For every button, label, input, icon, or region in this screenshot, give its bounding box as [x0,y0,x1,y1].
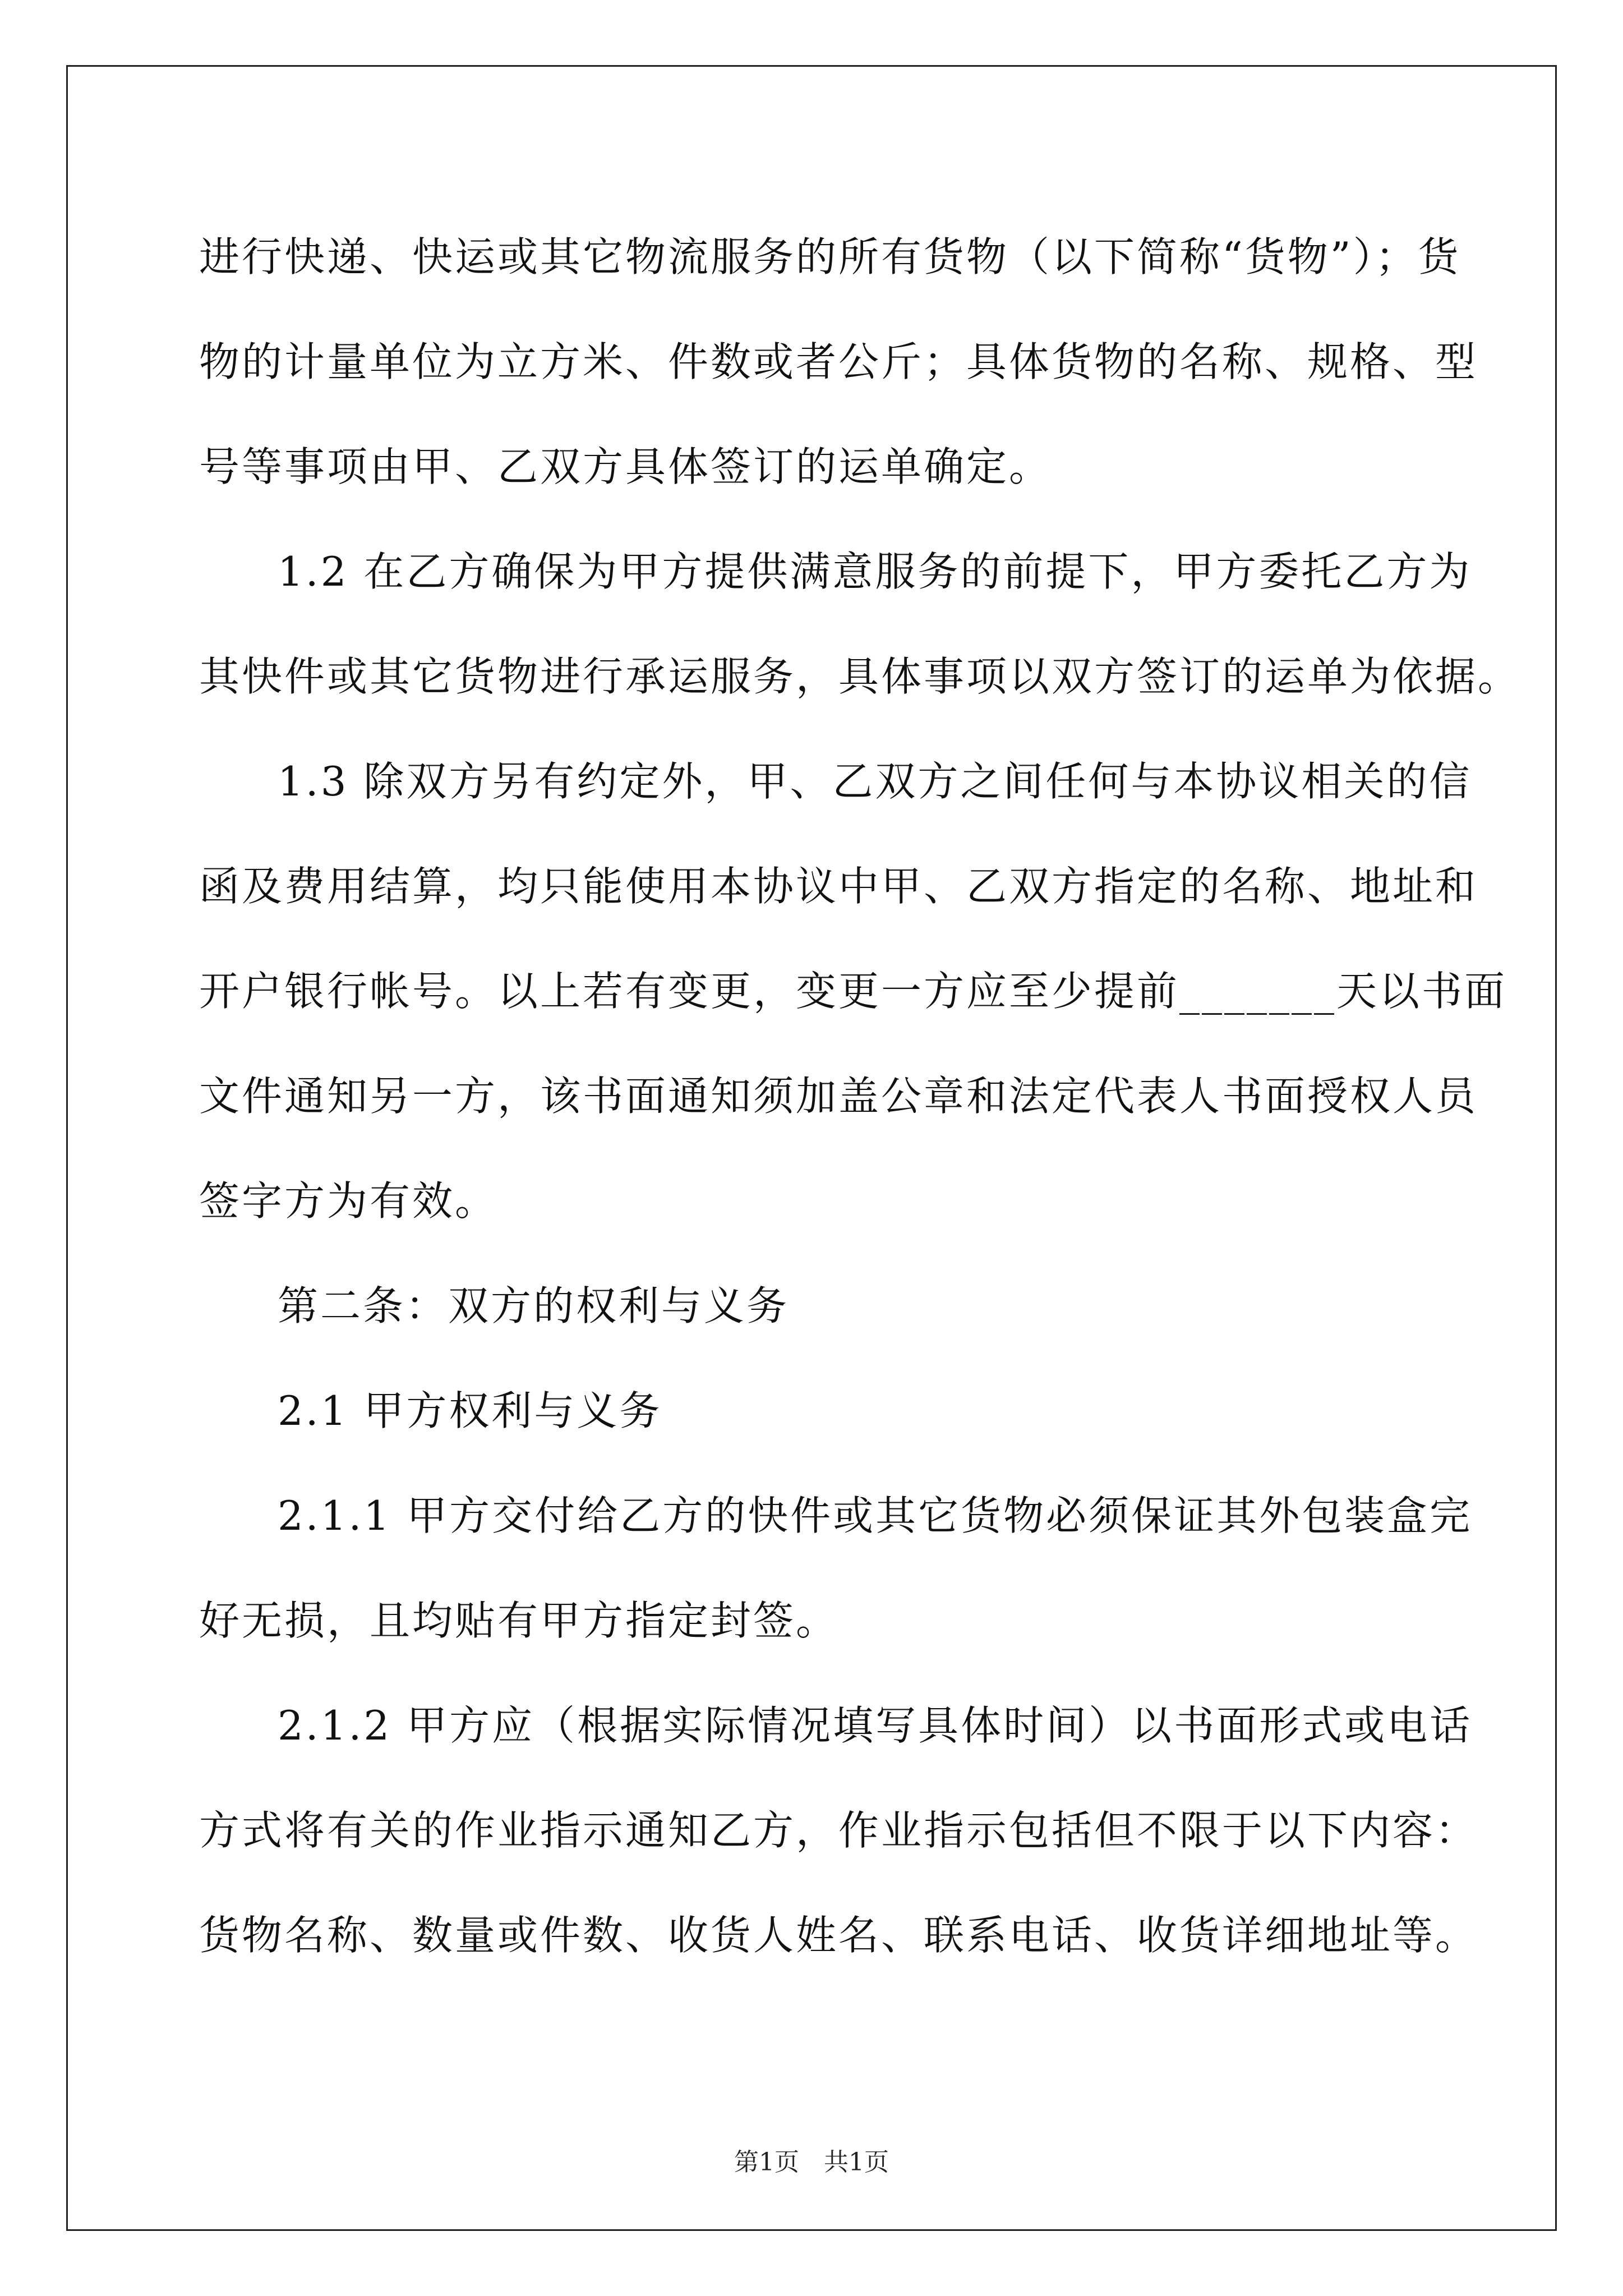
text-line: 签字方为有效。 [199,1177,498,1225]
paragraph-start: 2.1.2 甲方应（根据实际情况填写具体时间）以书面形式或电话 [278,1702,1473,1749]
paragraph-start: 1.3 除双方另有约定外，甲、乙双方之间任何与本协议相关的信 [278,758,1472,805]
document-body [199,205,1521,1988]
text-line: 进行快递、快运或其它物流服务的所有货物（以下简称“货物”）；货 [199,233,1461,280]
text-line: 方式将有关的作业指示通知乙方，作业指示包括但不限于以下内容： [199,1807,1478,1854]
section-heading: 第二条：双方的权利与义务 [278,1282,790,1329]
text-line: 物的计量单位为立方米、件数或者公斤；具体货物的名称、规格、型 [199,338,1478,385]
subsection-heading: 2.1 甲方权利与义务 [278,1387,662,1434]
text-line: 函及费用结算，均只能使用本协议中甲、乙双方指定的名称、地址和 [199,863,1478,910]
text-line: 号等事项由甲、乙双方具体签订的运单确定。 [199,443,1052,490]
text-line: 文件通知另一方，该书面通知须加盖公章和法定代表人书面授权人员 [199,1073,1478,1120]
text-line: 其快件或其它货物进行承运服务，具体事项以双方签订的运单为依据。 [199,653,1521,700]
text-line: 好无损，且均贴有甲方指定封签。 [199,1597,839,1644]
text-line: 开户银行帐号。以上若有变更，变更一方应至少提前_______天以书面 [199,968,1507,1015]
text-line: 货物名称、数量或件数、收货人姓名、联系电话、收货详细地址等。 [199,1912,1478,1959]
page-number: 第1页 共1页 [734,2148,889,2177]
paragraph-start: 1.2 在乙方确保为甲方提供满意服务的前提下，甲方委托乙方为 [278,548,1472,595]
paragraph-start: 2.1.1 甲方交付给乙方的快件或其它货物必须保证其外包装盒完 [278,1492,1473,1539]
